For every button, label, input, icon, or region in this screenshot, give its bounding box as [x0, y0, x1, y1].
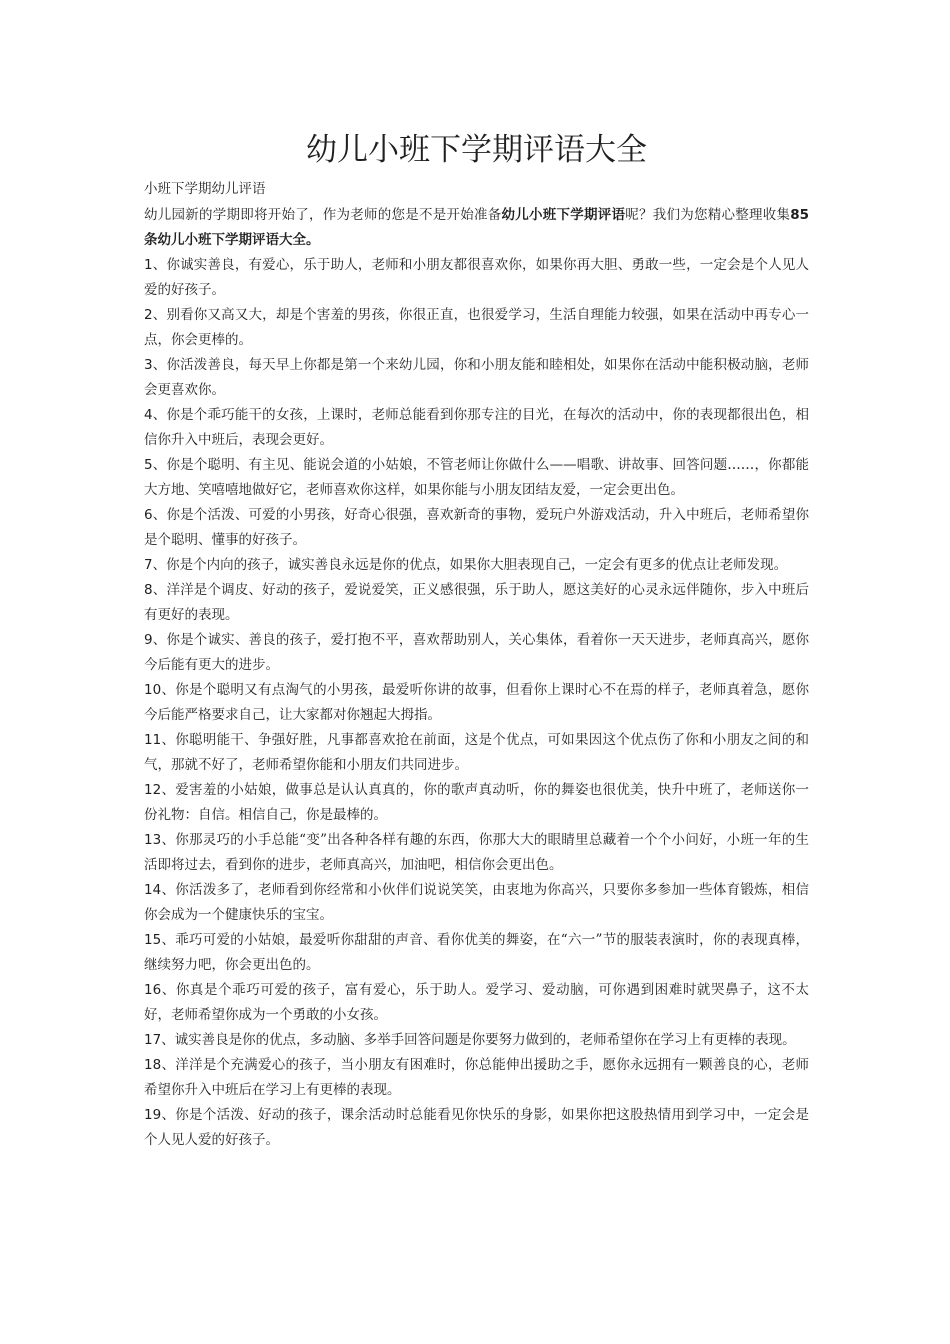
intro-text-before: 幼儿园新的学期即将开始了，作为老师的您是不是开始准备: [144, 207, 502, 223]
list-item: [144, 828, 809, 878]
item-text: 、爱害羞的小姑娘，做事总是认认真真的，你的歌声真动听，你的舞姿也很优美，快升中班了，老师送你一份礼物：自信。相信自己，你是最棒的。: [144, 782, 809, 823]
list-item: [144, 978, 809, 1028]
item-number: 15: [144, 932, 162, 948]
item-text: 、你聪明能干、争强好胜，凡事都喜欢抢在前面，这是个优点，可如果因这个优点伤了你和小朋友之间的和气，那就不好了，老师希望你能和小朋友们共同进步。: [144, 732, 809, 773]
item-number: 8: [144, 582, 153, 598]
item-text: 、别看你又高又大，却是个害羞的男孩，你很正直，也很爱学习，生活自理能力较强，如果在活动中再专心一点，你会更棒的。: [144, 307, 809, 348]
list-item: [144, 1053, 809, 1103]
list-item: [144, 878, 809, 928]
document-title: 幼儿小班下学期评语大全: [306, 132, 647, 168]
list-item: [144, 253, 809, 303]
item-number: 7: [144, 557, 153, 573]
item-text: 、洋洋是个调皮、好动的孩子，爱说爱笑，正义感很强，乐于助人，愿这美好的心灵永远伴随你，步入中班后有更好的表现。: [144, 582, 809, 623]
item-text: 、你是个活泼、可爱的小男孩，好奇心很强，喜欢新奇的事物，爱玩户外游戏活动，升入中班后，老师希望你是个聪明、懂事的好孩子。: [144, 507, 809, 548]
item-number: 6: [144, 507, 153, 523]
list-item: [144, 503, 809, 553]
list-item: [144, 1103, 809, 1153]
intro-text-after: 呢？我们为您精心整理收集: [625, 207, 791, 223]
item-number: 14: [144, 882, 162, 898]
item-text: 、你诚实善良，有爱心，乐于助人，老师和小朋友都很喜欢你，如果你再大胆、勇敢一些，一定会是个人见人爱的好孩子。: [144, 257, 809, 298]
list-item: [144, 778, 809, 828]
item-text: 、你活泼善良，每天早上你都是第一个来幼儿园，你和小朋友能和睦相处，如果你在活动中能积极动脑，老师会更喜欢你。: [144, 357, 809, 398]
item-text: 、乖巧可爱的小姑娘，最爱听你甜甜的声音、看你优美的舞姿，在“六一”节的服装表演时，你的表现真棒，继续努力吧，你会更出色的。: [144, 932, 809, 973]
item-text: 、你是个乖巧能干的女孩，上课时，老师总能看到你那专注的目光，在每次的活动中，你的表现都很出色，相信你升入中班后，表现会更好。: [144, 407, 809, 448]
comment-list: [144, 253, 809, 1153]
item-text: 、你是个内向的孩子，诚实善良永远是你的优点，如果你大胆表现自己，一定会有更多的优点让老师发现。: [152, 557, 788, 573]
item-text: 、你真是个乖巧可爱的孩子，富有爱心，乐于助人。爱学习、爱动脑，可你遇到困难时就哭鼻子，这不太好，老师希望你成为一个勇敢的小女孩。: [144, 982, 809, 1023]
item-number: 13: [144, 832, 162, 848]
document-page: [144, 126, 809, 1153]
item-number: 19: [144, 1107, 162, 1123]
item-number: 4: [144, 407, 153, 423]
list-item: [144, 1028, 809, 1053]
intro-count: 85: [790, 207, 810, 223]
list-item: [144, 678, 809, 728]
list-item: [144, 453, 809, 503]
item-number: 16: [144, 982, 162, 998]
item-text: 、你是个活泼、好动的孩子，课余活动时总能看见你快乐的身影，如果你把这股热情用到学习中，一定会是个人见人爱的好孩子。: [144, 1107, 809, 1148]
item-number: 18: [144, 1057, 162, 1073]
item-number: 11: [144, 732, 162, 748]
item-text: 、你是个诚实、善良的孩子，爱打抱不平，喜欢帮助别人，关心集体，看着你一天天进步，老师真高兴，愿你今后能有更大的进步。: [144, 632, 809, 673]
item-number: 12: [144, 782, 162, 798]
list-item: [144, 728, 809, 778]
item-number: 17: [144, 1032, 162, 1048]
item-number: 10: [144, 682, 162, 698]
list-item: [144, 353, 809, 403]
list-item: [144, 553, 809, 578]
intro-bold-keyword: 幼儿小班下学期评语: [501, 207, 626, 223]
list-item: [144, 403, 809, 453]
list-item: [144, 928, 809, 978]
item-text: 、你活泼多了，老师看到你经常和小伙伴们说说笑笑，由衷地为你高兴，只要你多参加一些体育锻炼，相信你会成为一个健康快乐的宝宝。: [144, 882, 809, 923]
item-text: 、你是个聪明又有点淘气的小男孩，最爱听你讲的故事，但看你上课时心不在焉的样子，老师真着急，愿你今后能严格要求自己，让大家都对你翘起大拇指。: [144, 682, 809, 723]
item-text: 、诚实善良是你的优点，多动脑、多举手回答问题是你要努力做到的，老师希望你在学习上有更棒的表现。: [161, 1032, 796, 1048]
intro-paragraph: [144, 203, 809, 253]
item-number: 2: [144, 307, 153, 323]
item-text: 、你是个聪明、有主见、能说会道的小姑娘，不管老师让你做什么——唱歌、讲故事、回答问题……，你都能大方地、笑嘻嘻地做好它，老师喜欢你这样，如果你能与小朋友团结友爱，一定会更出色。: [144, 457, 809, 498]
item-number: 5: [144, 457, 153, 473]
item-number: 9: [144, 632, 153, 648]
list-item: [144, 628, 809, 678]
item-text: 、你那灵巧的小手总能“变”出各种各样有趣的东西，你那大大的眼睛里总藏着一个个小问好，小班一年的生活即将过去，看到你的进步，老师真高兴，加油吧，相信你会更出色。: [144, 832, 809, 873]
item-number: 3: [144, 357, 153, 373]
item-text: 、洋洋是个充满爱心的孩子，当小朋友有困难时，你总能伸出援助之手，愿你永远拥有一颗善良的心，老师希望你升入中班后在学习上有更棒的表现。: [144, 1057, 809, 1098]
list-item: [144, 578, 809, 628]
intro-text-end: 条幼儿小班下学期评语大全。: [144, 232, 320, 248]
item-number: 1: [144, 257, 153, 273]
list-item: [144, 303, 809, 353]
document-subtitle: 小班下学期幼儿评语: [144, 181, 266, 197]
